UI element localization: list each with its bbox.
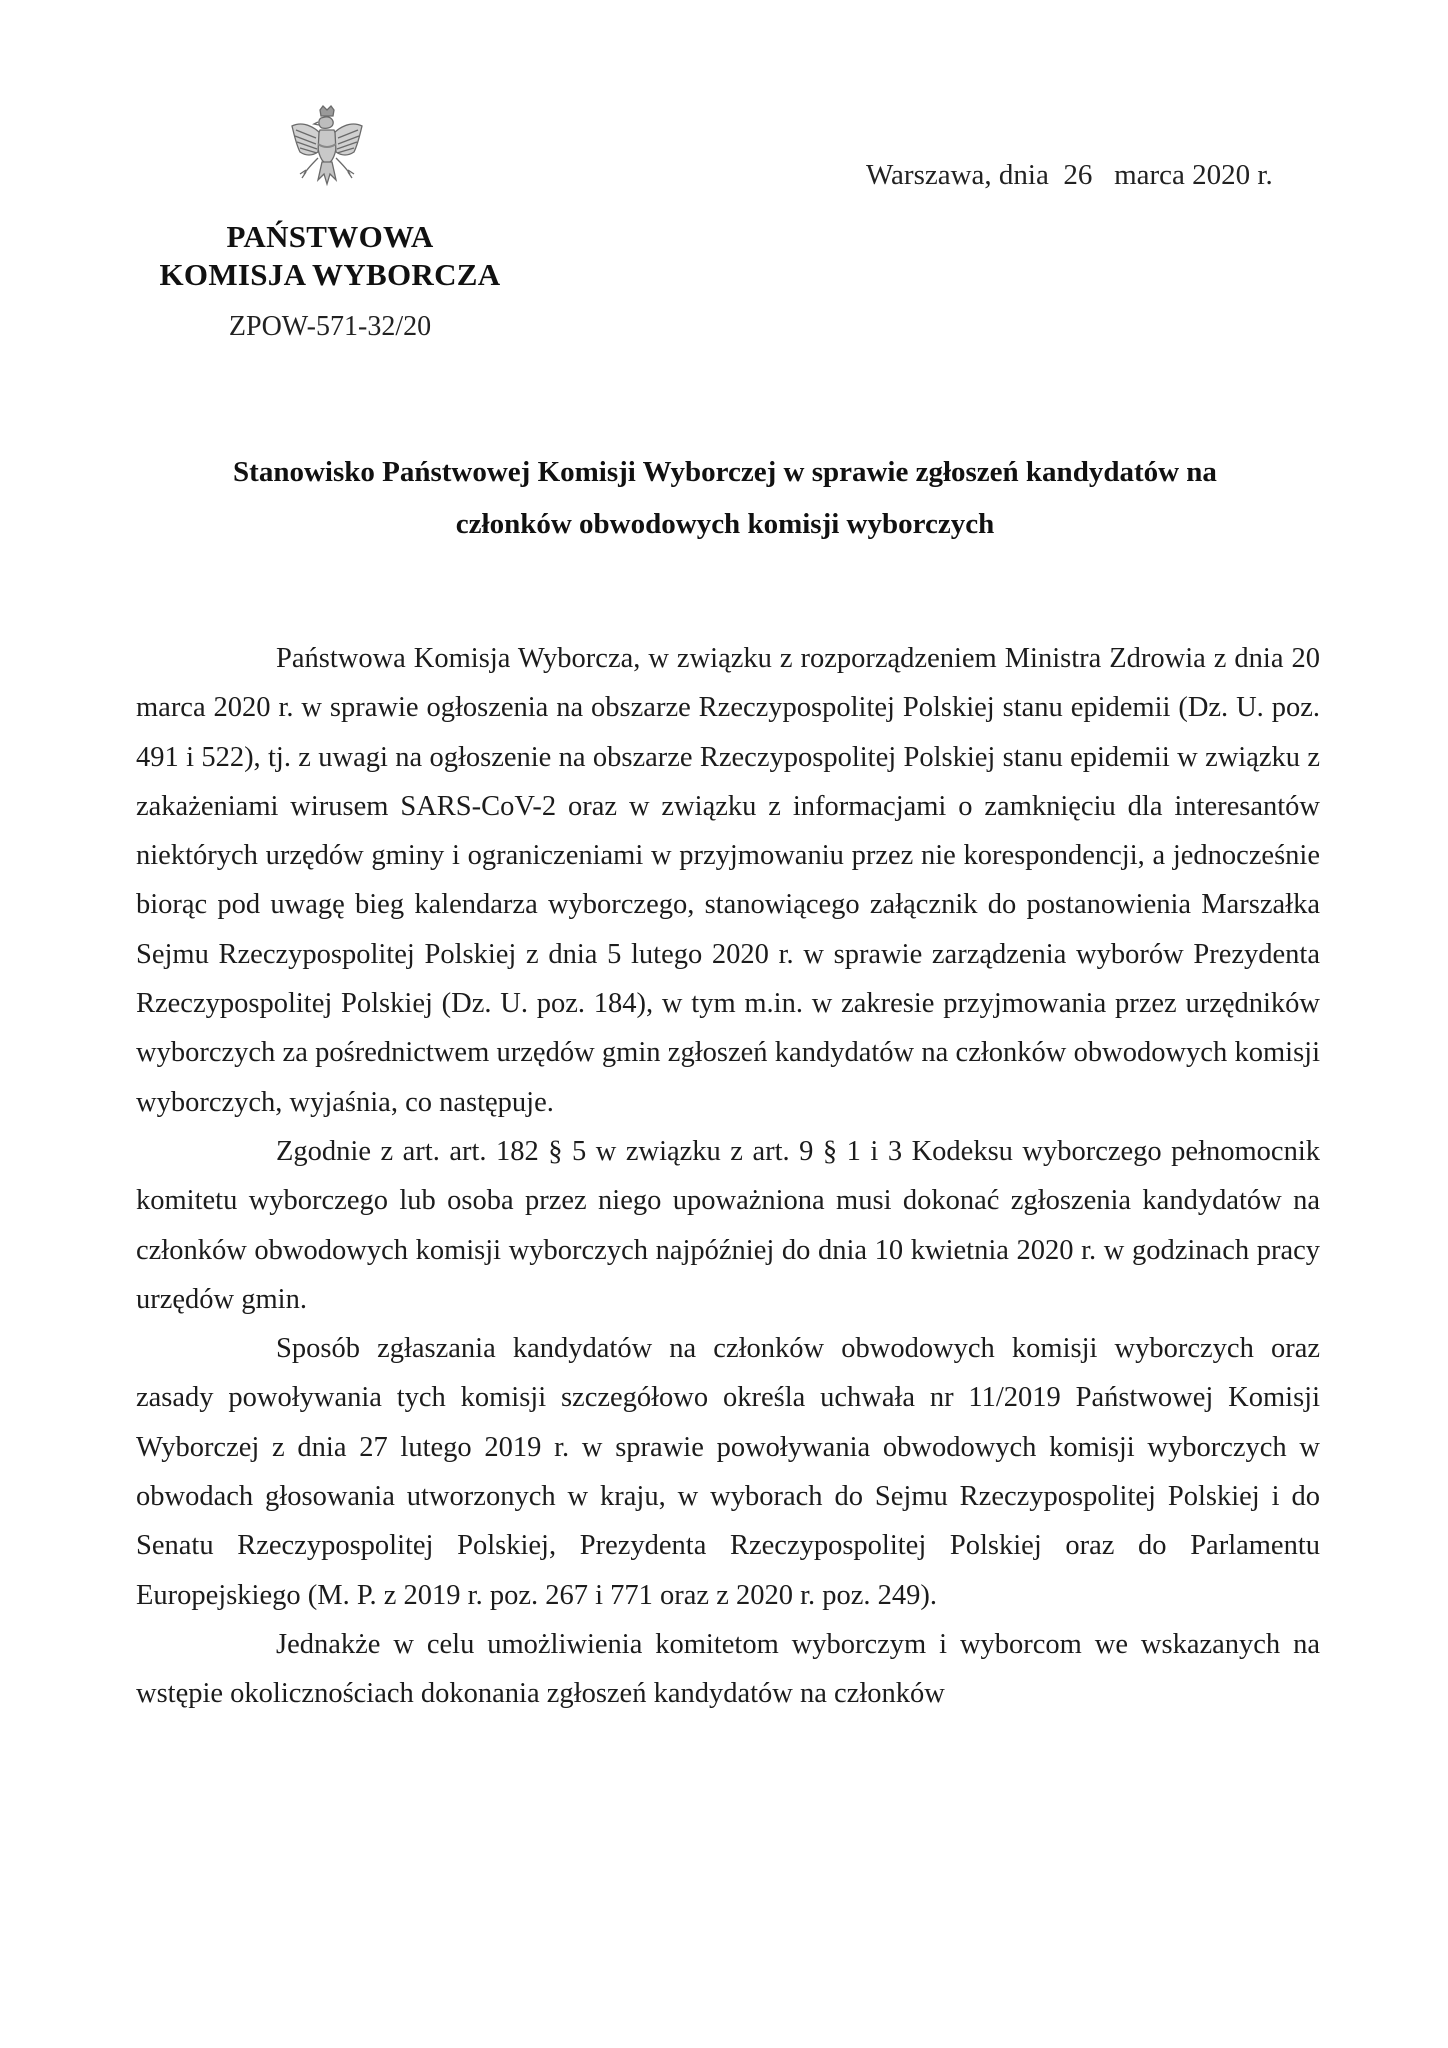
reference-number: ZPOW-571-32/20 [228,311,432,342]
organization-name-line2: KOMISJA WYBORCZA [159,257,501,292]
body-paragraph: Sposób zgłaszania kandydatów na członków obwodowych komisji wyborczych oraz zasady powoływania tych komisji szczegółowo określa uchwała nr 11/2019 Państwowej Komisji Wyborczej z dnia 27 lutego 2019 r. w sprawie powoływania obwodowych komisji wyborczych w obwodach głosowania utworzonych w kraju, w wyborach do Sejmu Rzeczypospolitej Polskiej i do Senatu Rzeczypospolitej Polskiej, Prezydenta Rzeczypospolitej Polskiej oraz do Parlamentu Europejskiego (M. P. z 2019 r. poz. 267 i 771 oraz z 2020 r. poz. 249). [136,1333,1320,1611]
place-and-date: Warszawa, dnia 26 marca 2020 r. [866,159,1273,191]
body-paragraph: Państwowa Komisja Wyborcza, w związku z rozporządzeniem Ministra Zdrowia z dnia 20 marca 2020 r. w sprawie ogłoszenia na obszarze Rzeczypospolitej Polskiej stanu epidemii (Dz. U. poz. 491 i 522), tj. z uwagi na ogłoszenie na obszarze Rzeczypospolitej Polskiej stanu epidemii w związku z zakażeniami wirusem SARS-CoV-2 oraz w związku z informacjami o zamknięciu dla interesantów niektórych urzędów gminy i ograniczeniami w przyjmowaniu przez nie korespondencji, a jednocześnie biorąc pod uwagę bieg kalendarza wyborczego, stanowiącego załącznik do postanowienia Marszałka Sejmu Rzeczypospolitej Polskiej z dnia 5 lutego 2020 r. w sprawie zarządzenia wyborów Prezydenta Rzeczypospolitej Polskiej (Dz. U. poz. 184), w tym m.in. w zakresie przyjmowania przez urzędników wyborczych za pośrednictwem urzędów gmin zgłoszeń kandydatów na członków obwodowych komisji wyborczych, wyjaśnia, co następuje. [136,643,1320,1118]
organization-name-line1: PAŃSTWOWA [226,219,434,254]
polish-eagle-emblem-icon [288,104,366,196]
document-title [160,446,1290,550]
body-paragraph: Jednakże w celu umożliwienia komitetom wyborczym i wyborcom we wskazanych na wstępie okolicznościach dokonania zgłoszeń kandydatów na członków [136,1628,1320,1710]
document-title-line1: Stanowisko Państwowej Komisji Wyborczej w sprawie zgłoszeń kandydatów na [233,456,1217,488]
body-paragraph: Zgodnie z art. art. 182 § 5 w związku z art. 9 § 1 i 3 Kodeksu wyborczego pełnomocnik komitetu wyborczego lub osoba przez niego upoważniona musi dokonać zgłoszenia kandydatów na członków obwodowych komisji wyborczych najpóźniej do dnia 10 kwietnia 2020 r. w godzinach pracy urzędów gmin. [136,1135,1320,1315]
document-title-line2: członków obwodowych komisji wyborczych [455,508,995,540]
organization-name [150,218,510,294]
document-body [136,634,1320,1719]
